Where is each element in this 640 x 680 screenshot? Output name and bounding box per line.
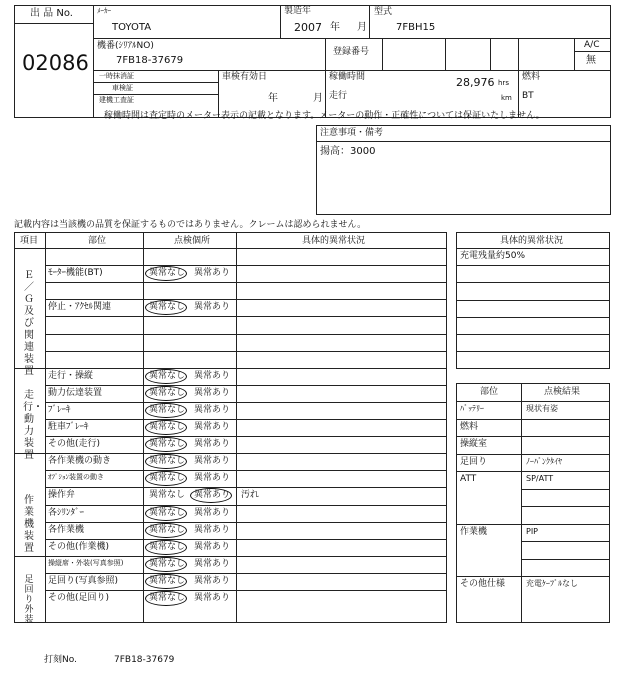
check-ng[interactable]: 異常あり xyxy=(194,490,231,501)
row-part: 操作弁 xyxy=(48,490,76,501)
results-value: ﾉｰﾊﾞﾝｸﾀｲﾔ xyxy=(526,456,562,466)
row-line xyxy=(45,470,447,471)
results-row-line xyxy=(521,541,610,542)
stamp-label: 打刻No. xyxy=(44,655,77,665)
row-part: 停止・ｱｸｾﾙ関連 xyxy=(48,302,112,313)
results-value: SP/ATT xyxy=(526,474,554,483)
check-ok[interactable]: 異常なし xyxy=(149,541,186,552)
selected-circle xyxy=(145,591,187,606)
check-ng[interactable]: 異常あり xyxy=(194,558,231,569)
results-col-result: 点検結果 xyxy=(544,387,581,397)
selected-circle xyxy=(145,369,187,384)
fuel-label: 燃料 xyxy=(522,72,541,82)
check-ok[interactable]: 異常なし xyxy=(149,490,186,501)
detail-header: 具体的異常状況 xyxy=(500,236,564,246)
check-ok[interactable]: 異常なし xyxy=(149,439,186,450)
disclaimer-note: 記載内容は当該機の品質を保証するものではありません。クレームは認められません。 xyxy=(14,220,367,230)
row-part: その他(作業機) xyxy=(48,541,110,552)
vehicle-cert-label: 車検証 xyxy=(112,84,133,92)
row-part: 駐車ﾌﾞﾚｰｷ xyxy=(48,422,89,432)
check-ng[interactable]: 異常あり xyxy=(194,456,231,467)
row-part: 動力伝達装置 xyxy=(48,387,103,398)
selected-circle xyxy=(145,557,187,572)
detail-header-line xyxy=(456,248,610,249)
inspection-cert-label: 建機工査証 xyxy=(99,96,134,104)
selected-circle xyxy=(145,540,187,555)
row-line xyxy=(14,453,447,454)
row-part: 各作業機 xyxy=(48,524,85,535)
row-line xyxy=(45,316,447,317)
model-label: 型式 xyxy=(374,7,393,17)
results-value: PIP xyxy=(526,526,539,536)
serial-value: 7FB18-37679 xyxy=(116,55,184,66)
operation-hours-note: 稼働時間は査定時のメーター表示の記載となります。メーターの動作・正確性については保証いたしません。 xyxy=(104,111,545,121)
selected-circle xyxy=(145,420,187,435)
lot-number: 02086 xyxy=(22,51,89,75)
selected-circle xyxy=(145,506,187,521)
check-ng[interactable]: 異常あり xyxy=(194,473,231,484)
check-ng[interactable]: 異常あり xyxy=(194,575,231,586)
serial-label: 機番(ｼﾘｱﾙNO) xyxy=(97,41,154,51)
group-label-engine: Ｅ／Ｇ及び関連装置 xyxy=(24,270,34,377)
results-row-line xyxy=(521,506,610,507)
results-header-line xyxy=(456,401,610,402)
row-line xyxy=(45,402,447,403)
row-part: 各ｼﾘﾝﾀﾞｰ xyxy=(48,507,85,518)
check-ok[interactable]: 異常なし xyxy=(149,302,186,313)
col-part-header: 部位 xyxy=(88,236,107,246)
results-row-line xyxy=(456,436,610,437)
check-ok[interactable]: 異常なし xyxy=(149,473,186,484)
year-value: 2007 xyxy=(294,21,322,34)
table-header-line xyxy=(14,248,447,249)
row-part: その他(足回り) xyxy=(48,593,110,603)
row-line xyxy=(45,299,447,300)
row-part: ﾓｰﾀｰ機能(BT) xyxy=(48,268,103,279)
results-part: 燃料 xyxy=(460,421,479,432)
inspection-expiry-label: 車検有効日 xyxy=(222,72,268,82)
results-row-line xyxy=(521,559,610,560)
col-line-check xyxy=(236,232,237,623)
year-unit: 年 xyxy=(330,22,340,33)
detail-row-line xyxy=(456,265,610,266)
results-value: 充電ｹｰﾌﾞﾙなし xyxy=(526,579,578,588)
results-part: 足回り xyxy=(460,456,488,467)
check-ok[interactable]: 異常なし xyxy=(149,268,186,279)
col-line-item xyxy=(45,232,46,623)
hours-unit: hrs xyxy=(498,79,509,87)
selected-circle xyxy=(145,574,187,589)
row-line xyxy=(45,436,447,437)
model-value: 7FBH15 xyxy=(396,22,436,33)
check-ok[interactable]: 異常なし xyxy=(149,558,186,569)
row-line xyxy=(45,351,447,352)
check-ok[interactable]: 異常なし xyxy=(149,387,186,398)
row-line xyxy=(45,522,447,523)
detail-row-line xyxy=(456,282,610,283)
check-ok[interactable]: 異常なし xyxy=(149,456,186,467)
check-ok[interactable]: 異常なし xyxy=(149,370,186,381)
check-ng[interactable]: 異常あり xyxy=(194,524,231,535)
remarks-text: 揚高：3000 xyxy=(320,146,376,157)
col-check-header: 点検個所 xyxy=(174,236,211,246)
results-part: 作業機 xyxy=(460,526,488,537)
col-detail-header: 具体的異常状況 xyxy=(302,236,366,246)
inspection-month-unit: 月 xyxy=(313,93,323,104)
ac-value: 無 xyxy=(586,55,596,66)
km-unit: km xyxy=(501,94,512,102)
check-ng[interactable]: 異常あり xyxy=(194,387,231,398)
check-ok[interactable]: 異常なし xyxy=(149,507,186,518)
detail-row-text: 充電残量約50% xyxy=(460,251,526,261)
inspection-year-unit: 年 xyxy=(268,93,278,104)
maker-label: ﾒｰｶｰ xyxy=(97,7,111,15)
km-label: 走行 xyxy=(329,91,348,101)
month-unit: 月 xyxy=(357,22,367,33)
row-part: 走行・操縦 xyxy=(48,370,94,381)
results-row-line xyxy=(456,419,610,420)
results-col-part: 部位 xyxy=(480,387,499,397)
col-item-header: 項目 xyxy=(20,236,39,246)
ac-label: A/C xyxy=(584,40,600,50)
hours-value: 28,976 xyxy=(456,76,495,89)
row-line xyxy=(45,265,447,266)
row-line xyxy=(45,282,447,283)
row-line xyxy=(45,590,447,591)
selected-circle xyxy=(145,403,187,418)
row-line xyxy=(45,419,447,420)
detail-row-line xyxy=(456,351,610,352)
check-ng[interactable]: 異常あり xyxy=(194,302,231,313)
check-ng[interactable]: 異常あり xyxy=(194,370,231,381)
maker-value: TOYOTA xyxy=(112,22,152,33)
row-part: ﾌﾞﾚｰｷ xyxy=(48,404,71,415)
results-part: 操縦室 xyxy=(460,439,488,449)
results-row-line xyxy=(456,524,610,525)
results-row-line xyxy=(456,576,610,577)
row-line xyxy=(45,573,447,574)
check-ok[interactable]: 異常なし xyxy=(149,422,186,432)
results-part: ﾊﾞｯﾃﾘｰ xyxy=(460,404,484,413)
year-label: 製造年 xyxy=(284,6,312,16)
results-row-line xyxy=(521,489,610,490)
check-ng[interactable]: 異常あり xyxy=(194,422,231,432)
row-part: 操縦席・外装(写真参照) xyxy=(48,558,124,567)
selected-circle xyxy=(145,266,187,281)
selected-circle xyxy=(145,386,187,401)
row-line xyxy=(14,556,447,557)
fuel-value: BT xyxy=(522,91,534,101)
row-line xyxy=(45,539,447,540)
selected-circle xyxy=(145,523,187,538)
check-ng[interactable]: 異常あり xyxy=(194,593,231,603)
check-ng[interactable]: 異常あり xyxy=(194,439,231,450)
remarks-box xyxy=(316,125,611,215)
row-line xyxy=(45,505,447,506)
group-label-undercarriage: 足回り外装 xyxy=(24,575,34,625)
row-detail: 汚れ xyxy=(241,490,260,501)
row-line xyxy=(14,368,447,369)
row-line xyxy=(45,334,447,335)
check-ok[interactable]: 異常なし xyxy=(149,524,186,535)
row-line xyxy=(45,385,447,386)
check-ng[interactable]: 異常あり xyxy=(194,507,231,518)
lot-label: 出 品 No. xyxy=(30,8,73,19)
check-ng[interactable]: 異常あり xyxy=(194,268,231,279)
row-part: 各作業機の動き xyxy=(48,456,112,467)
row-part: 足回り(写真参照) xyxy=(48,575,119,586)
remarks-label: 注意事項・備考 xyxy=(320,128,384,138)
results-row-line xyxy=(456,471,610,472)
detail-row-line xyxy=(456,334,610,335)
check-ok[interactable]: 異常なし xyxy=(149,575,186,586)
row-part: その他(走行) xyxy=(48,439,101,450)
results-part: その他仕様 xyxy=(460,579,506,589)
check-ng[interactable]: 異常あり xyxy=(194,541,231,552)
results-part: ATT xyxy=(460,474,477,484)
selected-circle xyxy=(145,437,187,452)
temp-cert-label: 一時抹消証 xyxy=(99,72,134,80)
results-value: 現状有姿 xyxy=(526,404,558,413)
results-row-line xyxy=(456,454,610,455)
group-label-drive: 走行・動力装置 xyxy=(23,390,43,461)
detail-row-line xyxy=(456,300,610,301)
detail-row-line xyxy=(456,317,610,318)
check-ok[interactable]: 異常なし xyxy=(149,404,186,415)
check-ng[interactable]: 異常あり xyxy=(194,404,231,415)
stamp-value: 7FB18-37679 xyxy=(114,655,175,665)
group-label-work: 作業機装置 xyxy=(24,495,34,554)
col-line-part xyxy=(143,232,144,623)
row-line xyxy=(45,487,447,488)
row-part: ｵﾌﾟｼｮﾝ装置の動き xyxy=(48,473,104,482)
registration-label: 登録番号 xyxy=(333,47,370,57)
hours-label: 稼働時間 xyxy=(329,72,366,82)
check-ok[interactable]: 異常なし xyxy=(149,593,186,603)
